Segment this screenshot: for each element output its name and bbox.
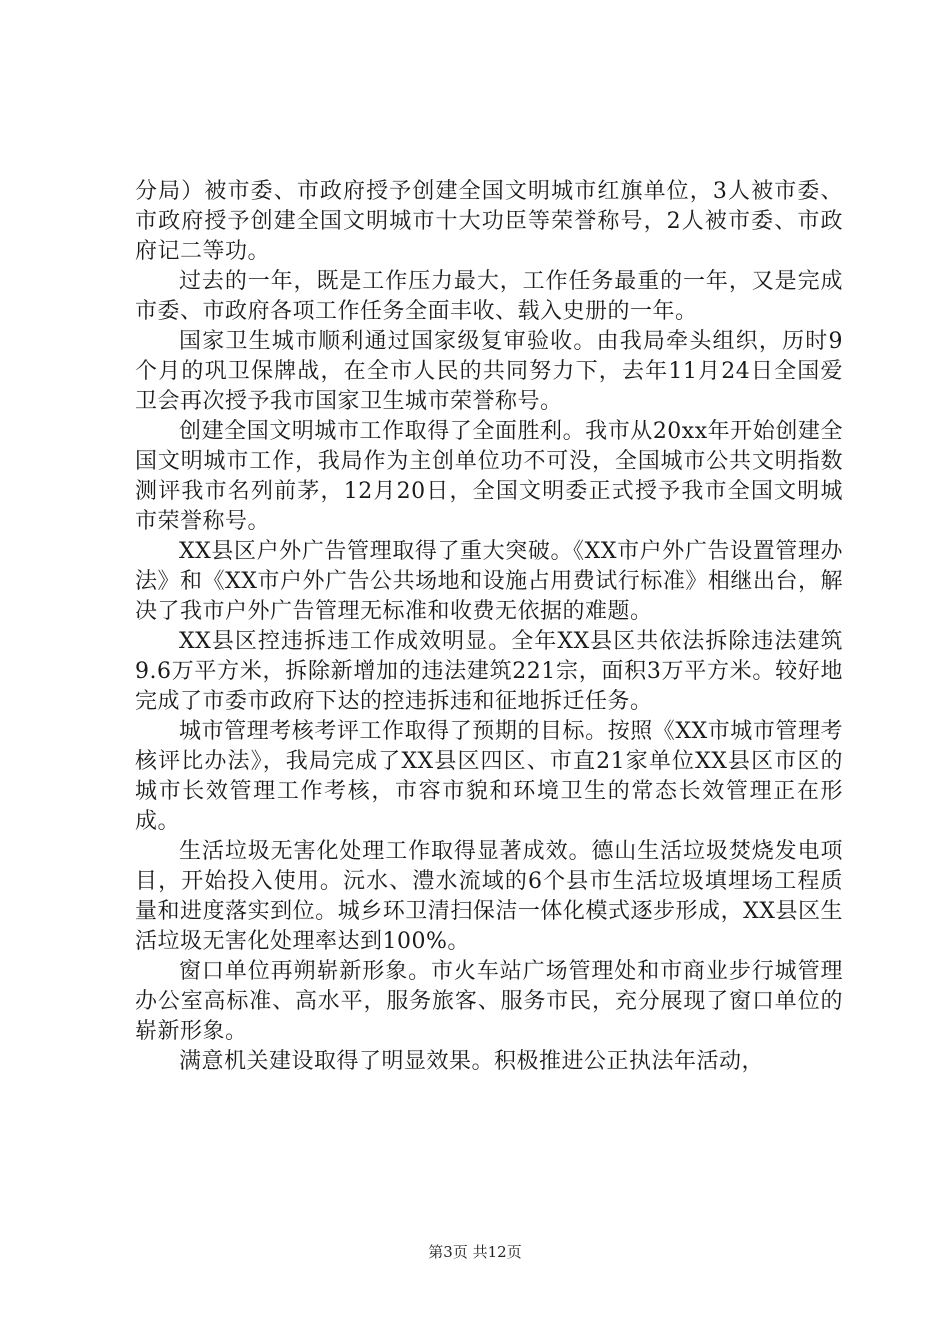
document-body [135, 177, 843, 1077]
paragraph-7: 城市管理考核考评工作取得了预期的目标。按照《XX市城市管理考核评比办法》，我局完成了XX县区四区、市直21家单位XX县区市区的城市长效管理工作考核，市容市貌和环境卫生的常态长效管理正在形成。 [135, 719, 843, 834]
paragraph-10: 满意机关建设取得了明显效果。积极推进公正执法年活动， [179, 1049, 765, 1074]
paragraph-9: 窗口单位再朔崭新形象。市火车站广场管理处和市商业步行城管理办公室高标准、高水平，服务旅客、服务市民，充分展现了窗口单位的崭新形象。 [135, 959, 843, 1044]
paragraph-5: XX县区户外广告管理取得了重大突破。《XX市户外广告设置管理办法》和《XX市户外广告公共场地和设施占用费试行标准》相继出台，解决了我市户外广告管理无标准和收费无依据的难题。 [135, 539, 843, 624]
paragraph-1: 分局）被市委、市政府授予创建全国文明城市红旗单位，3人被市委、市政府授予创建全国文明城市十大功臣等荣誉称号，2人被市委、市政府记二等功。 [135, 179, 843, 264]
page-footer: 第3页 共12页 [428, 1243, 522, 1261]
paragraph-6: XX县区控违拆违工作成效明显。全年XX县区共依法拆除违法建筑9.6万平方米，拆除新增加的违法建筑221宗，面积3万平方米。较好地完成了市委市政府下达的控违拆违和征地拆迁任务。 [135, 629, 843, 714]
paragraph-4: 创建全国文明城市工作取得了全面胜利。我市从20xx年开始创建全国文明城市工作，我局作为主创单位功不可没，全国城市公共文明指数测评我市名列前茅，12月20日，全国文明委正式授予我市全国文明城市荣誉称号。 [135, 419, 843, 534]
paragraph-8: 生活垃圾无害化处理工作取得显著成效。德山生活垃圾焚烧发电项目，开始投入使用。沅水、澧水流域的6个县市生活垃圾填埋场工程质量和进度落实到位。城乡环卫清扫保洁一体化模式逐步形成，XX县区生活垃圾无害化处理率达到100%。 [135, 839, 843, 954]
paragraph-2: 过去的一年，既是工作压力最大，工作任务最重的一年，又是完成市委、市政府各项工作任务全面丰收、载入史册的一年。 [135, 269, 843, 324]
paragraph-3: 国家卫生城市顺利通过国家级复审验收。由我局牵头组织，历时9个月的巩卫保牌战，在全市人民的共同努力下，去年11月24日全国爱卫会再次授予我市国家卫生城市荣誉称号。 [135, 329, 843, 414]
